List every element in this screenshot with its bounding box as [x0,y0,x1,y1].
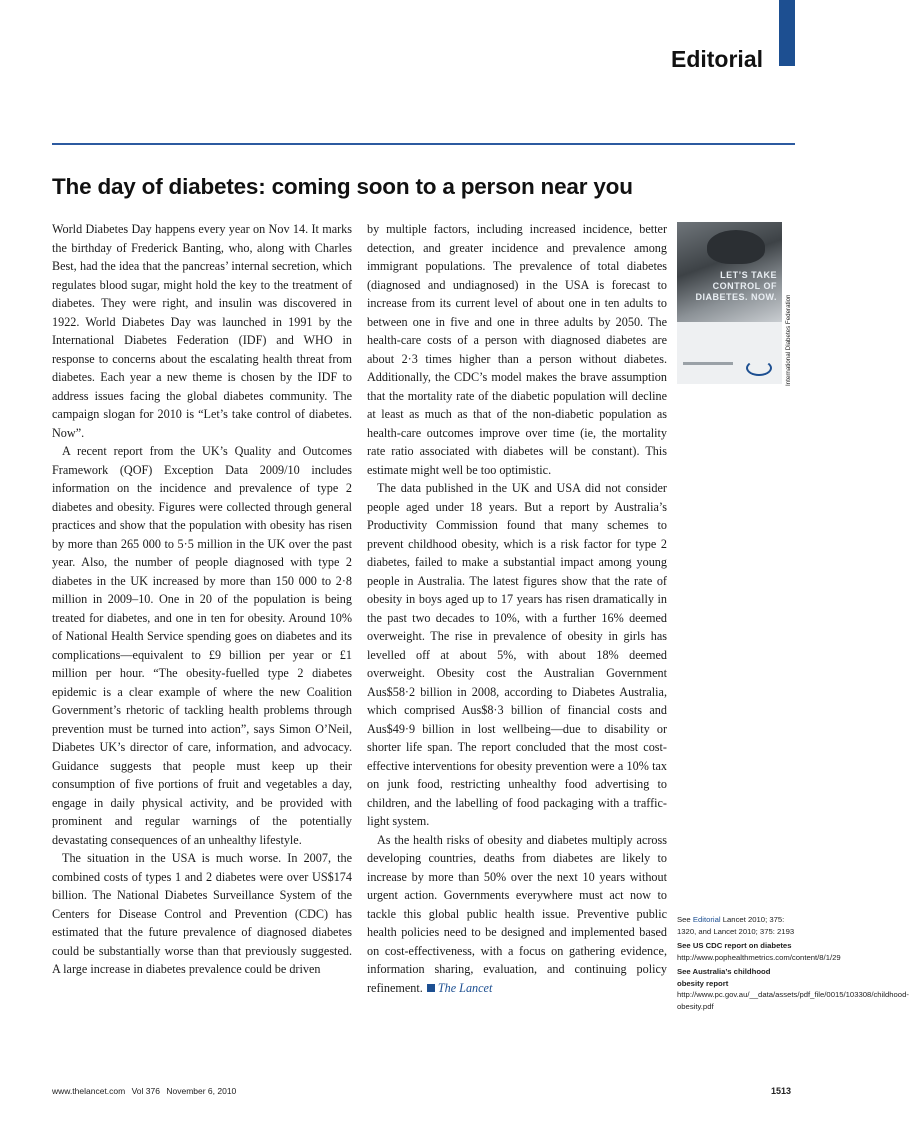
shoe-image [707,230,765,264]
paragraph: The data published in the UK and USA did not consider people aged under 18 years. But a report by Australia’s Productivity Commission found that many schemes to prevent childhood obesity, which is a risk factor for type 2 diabetes, failed to make a substantial impact among young people in Australia. The latest figures show that the rate of obesity in boys aged up to 17 years has risen dramatically in the past two decades to 10%, with a further 16% deemed overweight. The rise in prevalence of obesity in girls has levelled off at about 5%, with about 18% deemed overweight. Obesity cost the Australian Government Aus$58·2 billion in 2008, according to Diabetes Australia, which comprised Aus$8·3 billion of financial costs and Aus$49·9 billion in lost wellbeing—due to disability or shorter life span. The report concluded that the most cost-effective interventions for obesity prevention were a 10% tax on junk food, restricting unhealthy food advertising to children, and the labelling of food packaging with a traffic-light system. [367,481,667,828]
poster-small-text [683,362,733,365]
article-column-2 [367,220,667,997]
sidenote-link[interactable]: See Australia’s childhood obesity report [677,967,771,988]
section-label: Editorial [670,46,763,72]
volume: Vol 376 [131,1086,160,1096]
footer-citation [52,1086,236,1096]
issue-date: November 6, 2010 [166,1086,237,1096]
sidenote-link[interactable]: Editorial [692,915,721,924]
poster-image [677,222,782,384]
image-credit: International Diabetes Federation [785,294,792,386]
section-color-tab [779,0,795,66]
poster-footer-strip [677,322,782,384]
end-mark-icon [427,984,435,992]
paragraph [367,831,667,998]
sidenote-link[interactable]: See US CDC report on diabetes [677,941,792,950]
paragraph: World Diabetes Day happens every year on Nov 14. It marks the birthday of Frederick Banting, who, along with Charles Best, had the idea that the pancreas’ internal secretion, which regulates blood sugar, might hold the key to the treatment of diabetes. They were right, and insulin was discovered in 1922. World Diabetes Day was launched in 1991 by the International Diabetes Federation (IDF) and WHO in response to concerns about the escalating health threat from diabetes. Each year a new theme is chosen by the IDF to address issues facing the global diabetes community. The campaign slogan for 2010 is “Let’s take control of diabetes. Now”. [52,222,352,440]
paragraph: A recent report from the UK’s Quality and Outcomes Framework (QOF) Exception Data 2009/10 includes information on the incidence and prevalence of type 2 diabetes and obesity. Figures were collected through general practices and show that the population with obesity has risen by more than 265 000 to 5·5 million in the UK over the past year. Also, the number of people diagnosed with type 2 diabetes in the UK increased by more than 150 000 to 2·8 million in 2009–10. One in 20 of the population is being treated for diabetes, and one in ten for obesity. Around 10% of National Health Service spending goes on diabetes and its complications—equivalent to £9 billion per year or £1 million per hour. “The obesity-fuelled type 2 diabetes epidemic is a clear example of where the new Coalition Government’s rhetoric of tackling health problems through prevention must be turned into action”, says Simon O’Neil, Diabetes UK’s director of care, information, and advocacy. Guidance suggests that people must keep up their consumption of five portions of fruit and vegetables a day, engage in daily physical activity, and be provided with prominent and regular warnings of the potentially devastating consequences of an unhealthy lifestyle. [52,444,352,847]
article-title: The day of diabetes: coming soon to a person near you [52,174,633,199]
sidenote: See Editorial Lancet 2010; 375: 1320, and Lancet 2010; 375: 2193 [677,915,795,936]
campaign-poster-figure [677,222,795,388]
idf-logo-icon [746,360,772,376]
margin-notes [677,914,909,1015]
page-number: 1513 [770,1086,791,1096]
poster-slogan: LET’S TAKE CONTROL OF DIABETES. NOW. [695,270,777,302]
paragraph: The situation in the USA is much worse. In 2007, the combined costs of types 1 and 2 diabetes were over US$174 billion. The National Diabetes Surveillance System of the Centers for Disease Control and Prevention (CDC) has estimated that the future prevalence of diagnosed diabetes could be substantially worse than that previously suggested. A large increase in diabetes prevalence could be driven [52,851,352,976]
paragraph: by multiple factors, including increased incidence, better detection, and greater incidence and prevalence among immigrant populations. The prevalence of total diabetes (diagnosed and undiagnosed) in the USA is forecast to increase from its current level of about one in ten adults to between one in five and one in three adults by 2050. The health-care costs of a person with diagnosed diabetes are about 2·3 times higher than a person without diabetes. Additionally, the CDC’s model makes the brave assumption that the mortality rate of the diabetic population will decline at least as much as that of the non-diabetic population as health-care outcomes improve over time (ie, the mortality rate ratio associated with diabetes will be constant). This estimate might well be too optimistic. [367,222,667,477]
article-column-1 [52,220,352,979]
journal-url[interactable]: www.thelancet.com [52,1086,126,1096]
sidenote: See US CDC report on diabetes http://www.pophealthmetrics.com/content/8/1/29 [677,941,841,962]
paragraph-text: As the health risks of obesity and diabetes multiply across developing countries, deaths from diabetes are likely to increase by more than 50% over the next 10 years without urgent action. Governments everywhere must act now to tackle this global public health issue. Preventive public health policies need to be designed and implemented based on cost-effectiveness, with a focus on gathering evidence, information sharing, evaluation, and continuing policy refinement. [367,832,667,995]
signature: The Lancet [437,980,493,995]
sidenote: See Australia’s childhood obesity report http://www.pc.gov.au/__data/assets/pdf_file/0015/103308/childhood-obesity.pdf [677,967,909,1011]
header-divider [52,143,795,145]
